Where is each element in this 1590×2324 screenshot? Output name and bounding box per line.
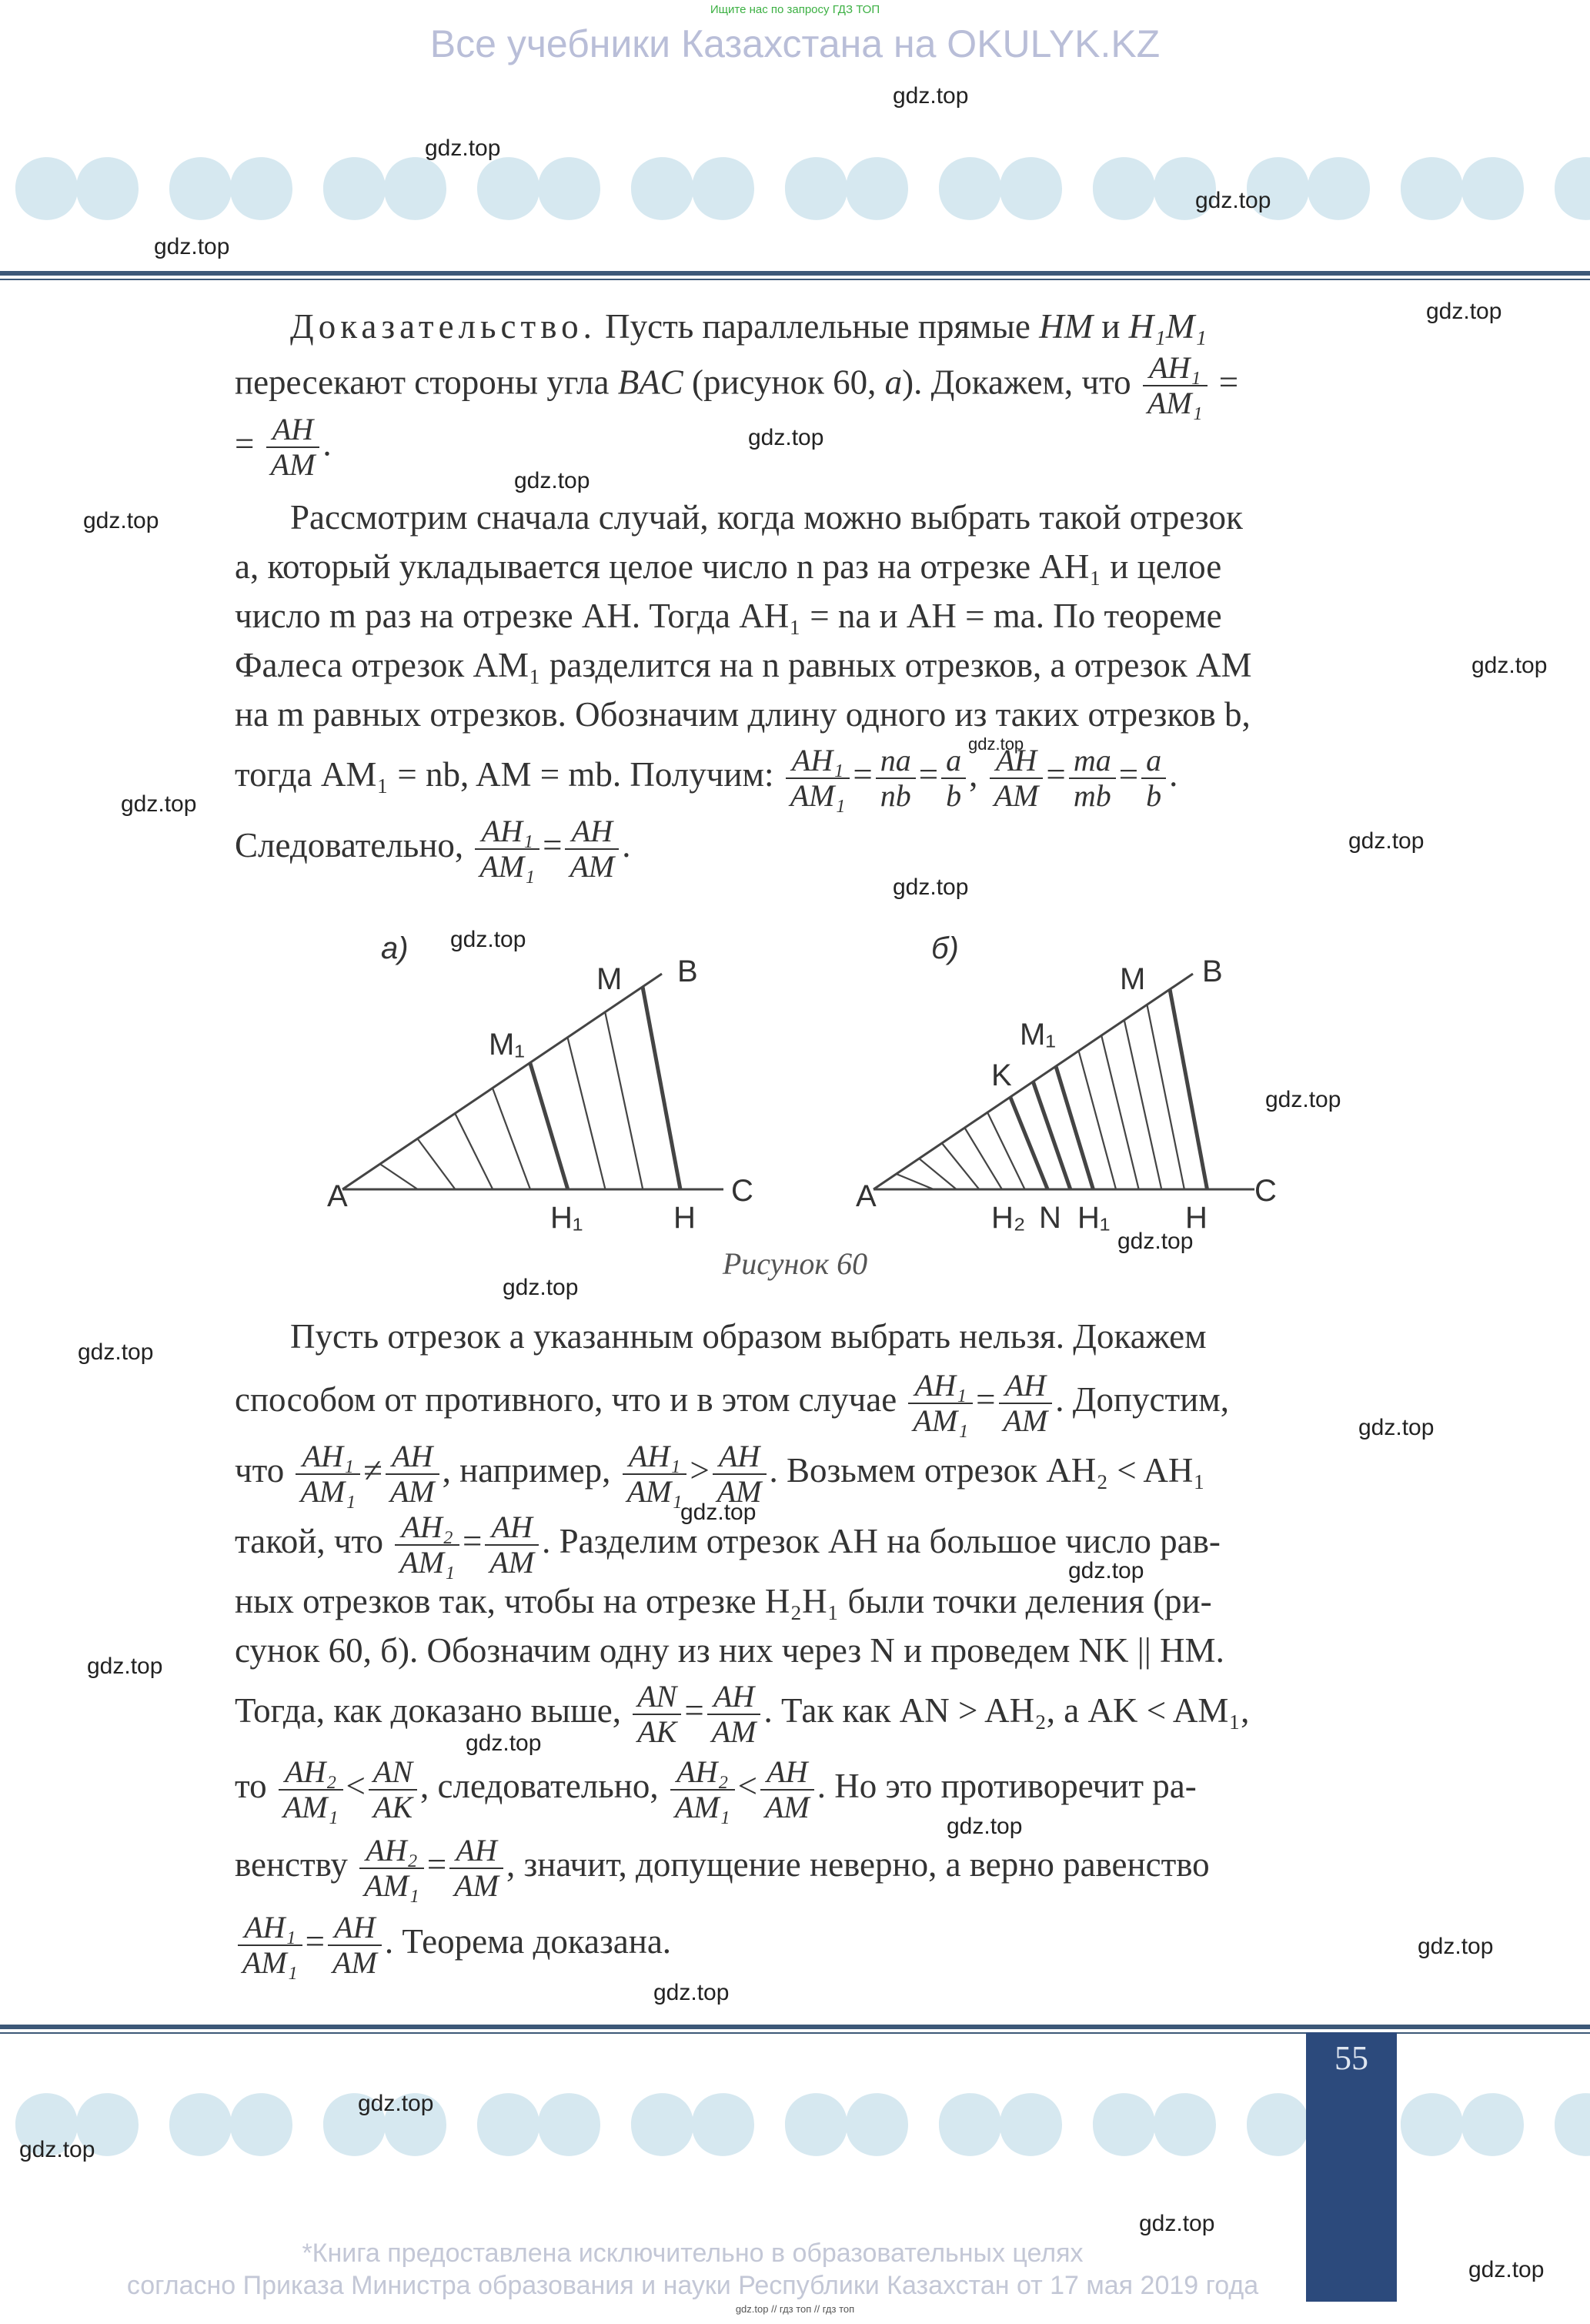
watermark: gdz.top [154,234,230,259]
point-label: H [1185,1201,1208,1235]
text: тогда AM₁ = nb, AM = mb. Получим: [235,755,774,794]
ornament-motif [15,157,139,220]
point-label: K [991,1058,1012,1092]
ornament-motif [1555,2093,1590,2156]
hatch-line [380,1164,418,1189]
fraction: $\frac{AH}{AM}$ [565,814,619,884]
hatch-line [493,1088,530,1190]
fraction: $\frac{\text{AH₂}}{\text{AM₁}}$ [395,1510,459,1580]
footer-note-line1: *Книга предоставлена исключительно в образовательных целях [302,2239,1084,2268]
ornament-motif [323,157,446,220]
text: что [235,1451,285,1490]
watermark: gdz.top [893,83,969,109]
fraction: $\frac{\text{AH₁}}{\text{AM₁}}$ [296,1440,360,1509]
point-label: M₁ [489,1028,525,1062]
proof-paragraph: Доказательство. Пусть параллельные прямые HM и H₁M₁ пересекают стороны угла BAC (рисунок 60, а). Докажем, что $\frac{\text{AH₁}}{\text{AM₁}}$ = = $\frac{AH}{AM}$ . [235,307,1239,482]
figure-a [342,974,723,1189]
text-line: Рассмотрим сначала случай, когда можно выбрать такой отрезок [290,498,1243,537]
fraction: $\frac{\text{AH₁}}{\text{AM₁}}$ [623,1440,687,1509]
watermark: gdz.top [1418,1934,1494,1959]
fraction: $\frac{AH}{AM}$ [266,413,320,482]
watermark: gdz.top [653,1980,730,2005]
hatch-line [643,987,680,1189]
hatch-line [919,1159,957,1189]
ornament-motif [631,157,754,220]
watermark: gdz.top [87,1654,163,1679]
text: , значит, допущение неверно, а верно равенство [506,1845,1210,1884]
watermark: gdz.top [466,1730,542,1756]
site-title[interactable]: Все учебники Казахстана на OKULYK.KZ [429,22,1161,65]
fraction: $\frac{\text{AH₁}}{\text{AM₁}}$ [1143,351,1208,420]
text-line: Пусть отрезок a указанным образом выбрать нельзя. Докажем [290,1317,1207,1356]
hatch-line [530,1063,568,1189]
fraction: $\frac{AH}{AM}$ [449,1834,503,1903]
hatch-line [568,1038,606,1189]
fraction: $\frac{a}{b}$ [1141,744,1166,813]
watermark: gdz.top [514,468,590,493]
text: . Разделим отрезок AH на большое число рав- [542,1522,1221,1560]
top-ornament [0,131,1590,246]
text: = [235,424,255,463]
fraction: $\frac{AH}{AM}$ [485,1510,539,1580]
point-label: H₂ [991,1201,1026,1235]
text: HM [1039,307,1094,346]
point-label: N [1039,1201,1061,1235]
fraction: $\frac{AN}{AK}$ [633,1680,681,1749]
watermark: gdz.top [1468,2257,1545,2282]
watermark: gdz.top [1471,653,1548,678]
text: а [884,363,903,402]
fraction: $\frac{AH}{AM}$ [999,1369,1053,1438]
ornament-motif [631,2093,754,2156]
hatch-line [964,1128,1002,1189]
hatch-line [1170,989,1208,1189]
watermark: gdz.top [1265,1087,1341,1112]
text: BAC [617,363,683,402]
text: , следовательно, [420,1767,659,1805]
text: . Возьмем отрезок AH₂ < AH₁ [769,1451,1206,1490]
watermark: gdz.top [968,734,1024,754]
watermark: gdz.top [947,1814,1023,1839]
ornament-motif [1401,2093,1524,2156]
text: H₁M₁ [1128,307,1207,346]
fraction: $\frac{a}{b}$ [941,744,966,813]
watermark: gdz.top [1348,828,1425,854]
watermark: gdz.top [450,927,526,952]
fraction: $\frac{\text{AH₁}}{\text{AM₁}}$ [786,744,850,813]
watermark: gdz.top [1426,299,1502,324]
watermark: gdz.top [680,1500,757,1525]
point-label: H [673,1201,696,1235]
ornament-motif [939,157,1062,220]
text: способом от противного, что и в этом случае [235,1380,897,1419]
fraction: $\frac{\text{AH₂}}{\text{AM₁}}$ [279,1755,343,1824]
ornament-motif [477,2093,600,2156]
text: венству [235,1845,348,1884]
text-line: сунок 60, б). Обозначим одну из них через N и проведем NK || HM. [235,1631,1224,1670]
ornament-motif [169,2093,292,2156]
ornament-motif [785,2093,908,2156]
watermark: gdz.top [503,1275,579,1300]
text-line: a, который укладывается целое число n раз на отрезке AH₁ и целое [235,547,1222,586]
point-label: C [731,1174,753,1208]
watermark: gdz.top [1117,1229,1194,1254]
point-label: B [1202,955,1223,988]
ornament-motif [1093,2093,1216,2156]
footer-tiny: gdz.top // гдз топ // гдз топ [735,2303,855,2315]
ornament-motif [1401,157,1524,220]
fraction: $\frac{na}{nb}$ [876,744,916,813]
watermark: gdz.top [1358,1415,1435,1440]
page-number: 55 [1334,2039,1368,2077]
watermark: gdz.top [19,2137,95,2162]
header-rule [0,271,1590,276]
proof-heading: Доказательство. [290,307,596,346]
ornament-motif [939,2093,1062,2156]
point-label: A [856,1179,877,1213]
text: = [1218,363,1239,402]
ornament-motif [1555,157,1590,220]
point-label: C [1254,1174,1277,1208]
text-line: число m раз на отрезке AH. Тогда AH₁ = na и AH = ma. По теореме [235,597,1222,635]
point-label: A [327,1179,348,1213]
watermark: gdz.top [121,791,197,817]
text: , например, [442,1451,611,1490]
figure-caption: Рисунок 60 [722,1246,868,1281]
fraction: $\frac{\text{AH₁}}{\text{AM₁}}$ [238,1911,302,1980]
text: то [235,1767,267,1805]
ornament-motif [477,157,600,220]
text: (рисунок 60, [683,363,885,402]
text: пересекают стороны угла [235,363,618,402]
fraction: $\frac{\text{AH₁}}{\text{AM₁}}$ [908,1369,973,1438]
figure-b-label: б) [931,931,959,965]
text: . Допустим, [1055,1380,1229,1419]
contradiction-paragraph: Пусть отрезок a указанным образом выбрать нельзя. Докажем способом от противного, что и в этом случае $\frac{\text{AH₁}}{\text{AM₁}}$ = $\frac{AH}{AM}$ . Допустим, что $\frac{\text{AH₁}}{\text{AM₁}}$ ≠ $\frac{AH}{AM}$ , например, $\frac{\text{AH₁}}{\text{AM₁}}$ > $\frac{AH}{AM}$ . Возьмем отрезок AH₂ < AH₁ такой, что $\frac{\text{AH₂}}{\text{AM₁}}$ = $\frac{AH}{AM}$ . Разделим отрезок AH на большое число рав- ных отрезков так, чтобы на отрезке H₂H₁ были точки деления (ри- сунок 60, б). Обозначим одну из них через N и проведем NK || HM. Тогда, как доказано выше, $\frac{AN}{AK}$ = $\frac{AH}{AM}$ . Так как AN > AH₂, а AK < AM₁, то $\frac{\text{AH₂}}{\text{AM₁}}$ < $\frac{AN}{AK}$ , следовательно, $\frac{\text{AH₂}}{\text{AM₁}}$ < $\frac{AH}{AM}$ . Но это противоречит ра- венству $\frac{\text{AH₂}}{\text{AM₁}}$ = $\frac{AH}{AM}$ , значит, допущение неверно, а верно равенство $\frac{\text{AH₁}}{\text{AM₁}}$ = $\frac{AH}{AM}$ . Теорема доказана. [235,1309,1374,1980]
text-line: Фалеса отрезок AM₁ разделится на n равных отрезков, а отрезок AM [235,646,1252,684]
text: и [1093,307,1129,346]
watermark: gdz.top [358,2091,434,2116]
text: . Но это противоречит ра- [817,1767,1197,1805]
figure-a-label: а) [381,931,409,965]
watermark: gdz.top [425,135,501,161]
watermark: gdz.top [78,1339,154,1365]
text: такой, что [235,1522,384,1560]
fraction: $\frac{AH}{AM}$ [760,1755,814,1824]
point-label: H₁ [1077,1201,1111,1235]
figure-60 [323,920,1293,1259]
text: Тогда, как доказано выше, [235,1691,621,1730]
watermark: gdz.top [1195,188,1271,213]
text-line: ных отрезков так, чтобы на отрезке H₂H₁ были точки деления (ри- [235,1582,1212,1620]
fraction: $\frac{\text{AH₂}}{\text{AM₁}}$ [359,1834,424,1903]
watermark: gdz.top [893,874,969,900]
fraction: $\frac{AH}{AM}$ [707,1680,761,1749]
text: Следовательно, [235,826,464,864]
text: Пусть параллельные прямые [596,307,1040,346]
figure-b [873,974,1254,1189]
footer-rule [0,2025,1590,2029]
point-label: B [677,955,698,988]
text-line: на m равных отрезков. Обозначим длину одного из таких отрезков b, [235,695,1251,734]
footer-note-line2: согласно Приказа Министра образования и науки Республики Казахстан от 17 мая 2019 года [126,2271,1259,2300]
fraction: $\frac{AN}{AK}$ [369,1755,417,1824]
fraction: $\frac{AH}{AM}$ [386,1440,439,1509]
top-note: Ищите нас по запросу ГДЗ ТОП [710,3,880,16]
hatch-line [605,1012,643,1189]
text: ). Докажем, что [902,363,1131,402]
watermark: gdz.top [748,425,824,450]
watermark: gdz.top [83,508,159,533]
ornament-motif [785,157,908,220]
point-label: M₁ [1020,1018,1056,1052]
hatch-line [455,1113,493,1189]
point-label: M [596,962,623,996]
watermark: gdz.top [1139,2211,1215,2236]
watermark: gdz.top [1068,1558,1144,1583]
header-rule-thin [0,279,1590,280]
text: . Так как AN > AH₂, а AK < AM₁, [763,1691,1250,1730]
hatch-line [418,1139,456,1189]
case-paragraph: Рассмотрим сначала случай, когда можно выбрать такой отрезок a, который укладывается целое число n раз на отрезке AH₁ и целое число m раз на отрезке AH. Тогда AH₁ = na и AH = ma. По теореме Фалеса отрезок AM₁ разделится на n равных отрезков, а отрезок AM на m равных отрезков. Обозначим длину одного из таких отрезков b, тогда AM₁ = nb, AM = mb. Получим: $\frac{\text{AH₁}}{\text{AM₁}}$ = $\frac{na}{nb}$ = $\frac{a}{b}$ , $\frac{AH}{AM}$ = $\frac{ma}{mb}$ = $\frac{a}{b}$ . Следовательно, $\frac{\text{AH₁}}{\text{AM₁}}$ = $\frac{AH}{AM}$ . [235,493,1374,881]
fraction: $\frac{ma}{mb}$ [1069,744,1116,813]
fraction: $\frac{AH}{AM}$ [328,1911,382,1980]
fraction: $\frac{AH}{AM}$ [990,744,1044,813]
text: . Теорема доказана. [384,1922,672,1961]
hatch-line [897,1174,934,1189]
fraction: $\frac{\text{AH₂}}{\text{AM₁}}$ [670,1755,735,1824]
ornament-motif [169,157,292,220]
fraction: $\frac{AH}{AM}$ [713,1440,767,1509]
fraction: $\frac{\text{AH₁}}{\text{AM₁}}$ [475,814,539,884]
point-label: M [1120,962,1146,996]
point-label: H₁ [550,1201,583,1235]
